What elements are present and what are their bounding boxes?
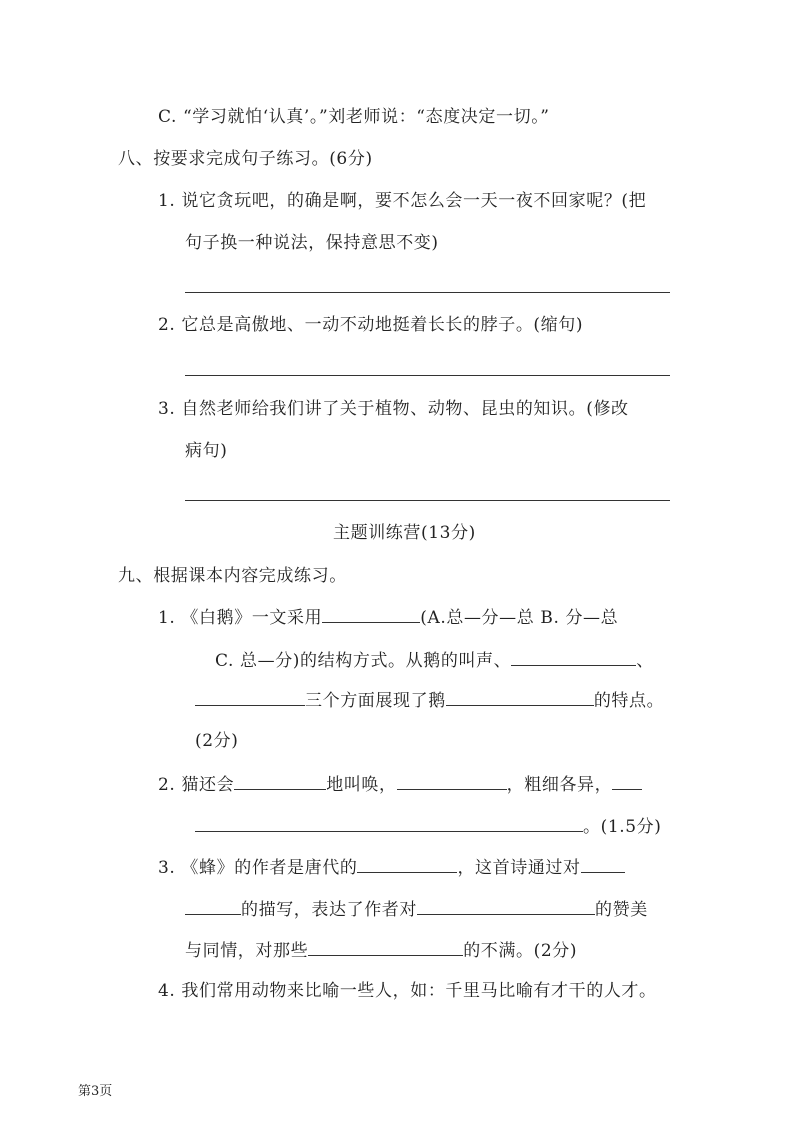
s9-q3-text-e: 与同情，对那些 xyxy=(185,941,309,961)
s9-q1-blank-1[interactable] xyxy=(322,605,420,623)
s9-q2-line2 xyxy=(195,814,662,838)
s9-q1-text-d: 、 xyxy=(636,651,654,671)
s8-q1-line1: 1. 说它贪玩吧，的确是啊，要不怎么会一天一夜不回家呢？(把 xyxy=(158,191,647,211)
s8-q1-answer-line[interactable] xyxy=(185,292,670,293)
s9-q3-blank-5[interactable] xyxy=(308,938,463,956)
s9-q2-blank-4[interactable] xyxy=(195,814,583,832)
s9-q3-blank-2[interactable] xyxy=(581,855,625,873)
s9-q3-blank-1[interactable] xyxy=(357,855,457,873)
s9-q1-text-e: 三个方面展现了鹅 xyxy=(305,691,446,711)
s8-q3-line2: 病句) xyxy=(185,441,228,461)
s8-q3-line1: 3. 自然老师给我们讲了关于植物、动物、昆虫的知识。(修改 xyxy=(158,399,629,419)
s9-q1-blank-3[interactable] xyxy=(195,688,305,706)
s9-q3-text-b: ，这首诗通过对 xyxy=(457,858,581,878)
s9-q1-line2 xyxy=(215,648,654,672)
s9-q1-text-c: C. 总—分)的结构方式。从鹅的叫声、 xyxy=(215,651,512,671)
s9-q1-text-f: 的特点。 xyxy=(593,691,665,711)
s9-q1-text-a: 1. 《白鹅》一文采用 xyxy=(158,608,323,628)
top-option-c: C. “学习就怕‘认真’。”刘老师说：“态度决定一切。” xyxy=(158,107,550,127)
s9-q3-text-c: 的描写，表达了作者对 xyxy=(241,900,417,920)
s9-q1-blank-2[interactable] xyxy=(511,648,636,666)
s9-q3-text-f: 的不满。(2分) xyxy=(463,941,578,961)
s9-q3-line2 xyxy=(185,897,648,921)
s9-q3-blank-4[interactable] xyxy=(417,897,595,915)
s9-q4: 4. 我们常用动物来比喻一些人，如：千里马比喻有才干的人才。 xyxy=(158,981,657,1001)
s9-q2-blank-3[interactable] xyxy=(612,772,642,790)
s9-q1-line3 xyxy=(195,688,664,712)
section-9-heading: 九、根据课本内容完成练习。 xyxy=(118,566,347,586)
s9-q1-blank-4[interactable] xyxy=(446,688,594,706)
s8-q2-answer-line[interactable] xyxy=(185,375,670,376)
s9-q3-line1 xyxy=(158,855,625,879)
s9-q2-text-a: 2. 猫还会 xyxy=(158,775,235,795)
s9-q2-text-c: ，粗细各异， xyxy=(506,775,613,795)
s9-q2-blank-1[interactable] xyxy=(234,772,326,790)
section-8-heading: 八、按要求完成句子练习。(6分) xyxy=(118,149,373,169)
theme-title: 主题训练营(13分) xyxy=(333,523,476,543)
s9-q3-text-d: 的赞美 xyxy=(595,900,648,920)
s9-q2-text-d: 。(1.5分) xyxy=(583,817,662,837)
s8-q2: 2. 它总是高傲地、一动不动地挺着长长的脖子。(缩句) xyxy=(158,315,584,335)
s9-q2-text-b: 地叫唤， xyxy=(326,775,397,795)
s9-q3-blank-3[interactable] xyxy=(185,897,241,915)
s8-q1-line2: 句子换一种说法，保持意思不变) xyxy=(185,233,439,253)
page-number: 第3页 xyxy=(78,1084,113,1099)
s9-q3-line3 xyxy=(185,938,577,962)
s9-q1-line1 xyxy=(158,605,618,629)
s9-q2-line1 xyxy=(158,772,642,796)
s9-q2-blank-2[interactable] xyxy=(397,772,507,790)
s9-q1-score: (2分) xyxy=(195,731,239,751)
s8-q3-answer-line[interactable] xyxy=(185,500,670,501)
s9-q1-text-b: (A.总—分—总 B. 分—总 xyxy=(420,608,619,628)
s9-q3-text-a: 3. 《蜂》的作者是唐代的 xyxy=(158,858,358,878)
